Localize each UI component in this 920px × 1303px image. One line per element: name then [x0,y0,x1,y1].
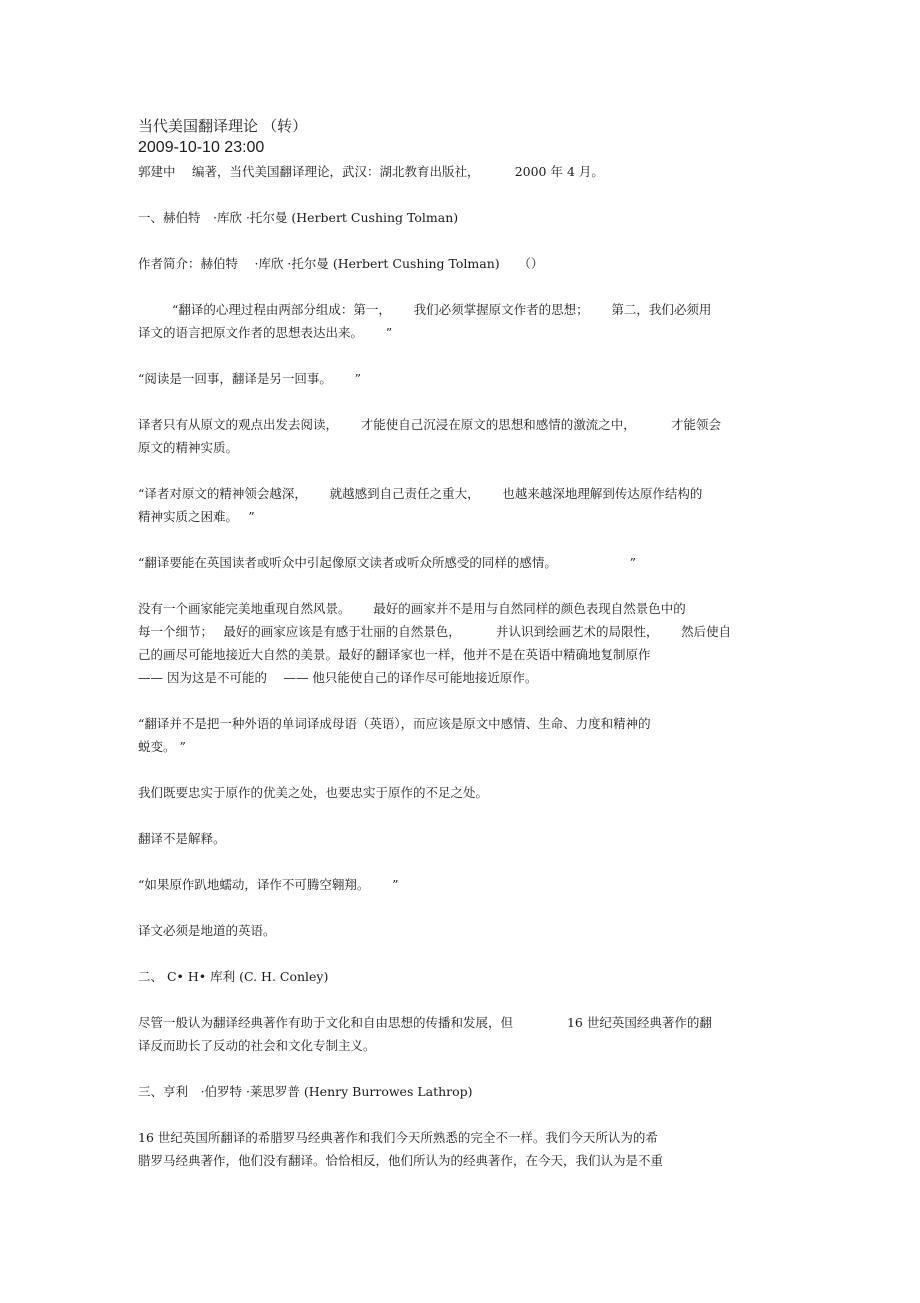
paragraph-line: 腊罗马经典著作，他们没有翻译。恰恰相反，他们所认为的经典著作，在今天，我们认为是不重 [138,1153,664,1168]
paragraph-line: “译者对原文的精神领会越深， 就越感到自己责任之重大， 也越来越深地理解到传达原作结构的 [138,486,703,501]
paragraph-line: 译者只有从原文的观点出发去阅读， 才能使自己沉浸在原文的思想和感情的激流之中， 才能领会 [138,417,721,432]
paragraph-line: “如果原作趴地蠕动，译作不可腾空翱翔。 ” [138,877,399,892]
paragraph-line: 我们既要忠实于原作的优美之处，也要忠实于原作的不足之处。 [138,785,489,800]
paragraph-line: 翻译不是解释。 [138,831,226,846]
section-heading-lathrop: 三、亨利 ·伯罗特 ·莱思罗普 (Henry Burrowes Lathrop) [138,1084,473,1099]
paragraph-line: 没有一个画家能完美地重现自然风景。 最好的画家并不是用与自然同样的颜色表现自然景色中的 [138,601,686,616]
paragraph-line: 原文的精神实质。 [138,440,239,455]
paragraph-line: “翻译要能在英国读者或听众中引起像原文读者或听众所感受的同样的感情。 ” [138,555,637,570]
paragraph-line: 精神实质之困难。 ” [138,509,255,524]
paragraph-line: 16 世纪英国所翻译的希腊罗马经典著作和我们今天所熟悉的完全不一样。我们今天所认为的希 [138,1130,658,1145]
paragraph-line: “翻译的心理过程由两部分组成：第一， 我们必须掌握原文作者的思想； 第二，我们必须用 [172,302,712,317]
paragraph-line: 译文必须是地道的英语。 [138,923,276,938]
paragraph-line: 己的画尽可能地接近大自然的美景。最好的翻译家也一样，他并不是在英语中精确地复制原作 [138,647,651,662]
paragraph-line: 蜕变。 ” [138,739,186,754]
author-intro: 作者简介：赫伯特 ·库欣 ·托尔曼 (Herbert Cushing Tolman) （） [138,256,544,271]
paragraph-line: 译文的语言把原文作者的思想表达出来。 ” [138,325,393,340]
paragraph-line: 每一个细节； 最好的画家应该是有感于壮丽的自然景色， 并认识到绘画艺术的局限性， 然后使自 [138,624,732,639]
paragraph-line: “阅读是一回事，翻译是另一回事。 ” [138,371,362,386]
paragraph-line: —— 因为这是不可能的 —— 他只能使自己的译作尽可能地接近原作。 [138,670,538,685]
publish-date: 2009-10-10 23:00 [138,139,265,156]
section-heading-tolman: 一、赫伯特 ·库欣 ·托尔曼 (Herbert Cushing Tolman) [138,210,459,225]
section-heading-conley: 二、 C• H• 库利 (C. H. Conley) [138,969,329,984]
source-citation: 郭建中 编著，当代美国翻译理论，武汉：湖北教育出版社， 2000 年 4 月。 [138,164,604,179]
paragraph-line: 尽管一般认为翻译经典著作有助于文化和自由思想的传播和发展，但 16 世纪英国经典著作的翻 [138,1015,712,1030]
paragraph-line: “翻译并不是把一种外语的单词译成母语（英语），而应该是原文中感情、生命、力度和精神的 [138,716,651,731]
document-page [138,117,778,1172]
paragraph-line: 译反而助长了反动的社会和文化专制主义。 [138,1038,376,1053]
document-title: 当代美国翻译理论 （转） [138,118,308,135]
